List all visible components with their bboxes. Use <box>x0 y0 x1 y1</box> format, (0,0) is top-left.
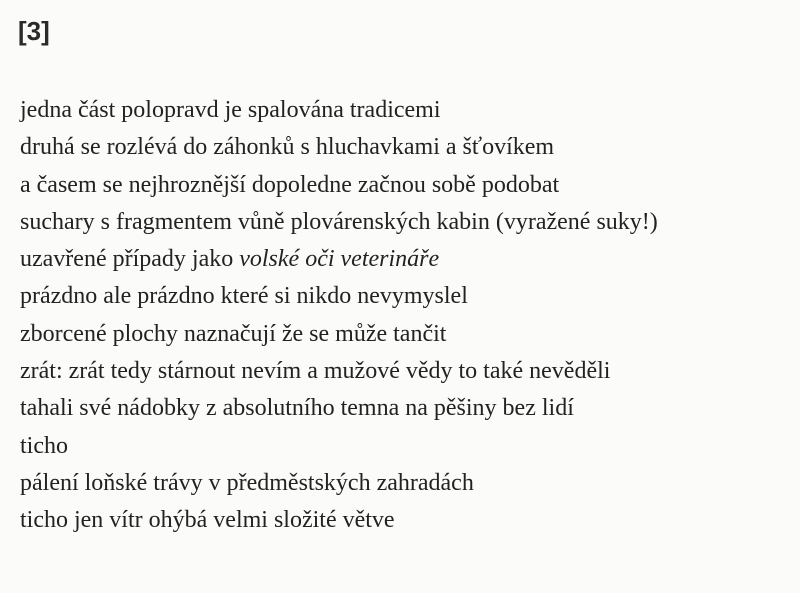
poem-line-1: jedna část polopravd je spalována tradicemi <box>20 97 441 123</box>
poem-line-5-italic: volské oči veterináře <box>239 246 440 273</box>
poem-line-7: zborcené plochy naznačují že se může tančit <box>20 320 447 347</box>
poem-line-4: suchary s fragmentem vůně plovárenských kabin (vyražené suky!) <box>20 208 658 235</box>
poem-line-2: druhá se rozlévá do záhonků s hluchavkami a šťovíkem <box>20 134 555 161</box>
poem-line-8: zrát: zrát tedy stárnout nevím a mužové vědy to také nevěděli <box>20 358 611 385</box>
poem-line-12: ticho jen vítr ohýbá velmi složité větve <box>20 507 395 534</box>
poem-line-3: a časem se nejhroznější dopoledne začnou sobě podobat <box>20 171 560 198</box>
poem-line-11: pálení loňské trávy v předměstských zahradách <box>20 469 474 496</box>
poem-line-10: ticho <box>20 432 68 459</box>
poem-line-9: tahali své nádobky z absolutního temna na pěšiny bez lidí <box>20 395 574 422</box>
poem-line-6: prázdno ale prázdno které si nikdo nevymyslel <box>20 283 468 310</box>
poem-text <box>20 92 795 540</box>
poem-line-5-text: uzavřené případy jako <box>20 246 240 273</box>
section-number: [3] <box>18 16 50 46</box>
poem-line-5 <box>20 241 795 278</box>
